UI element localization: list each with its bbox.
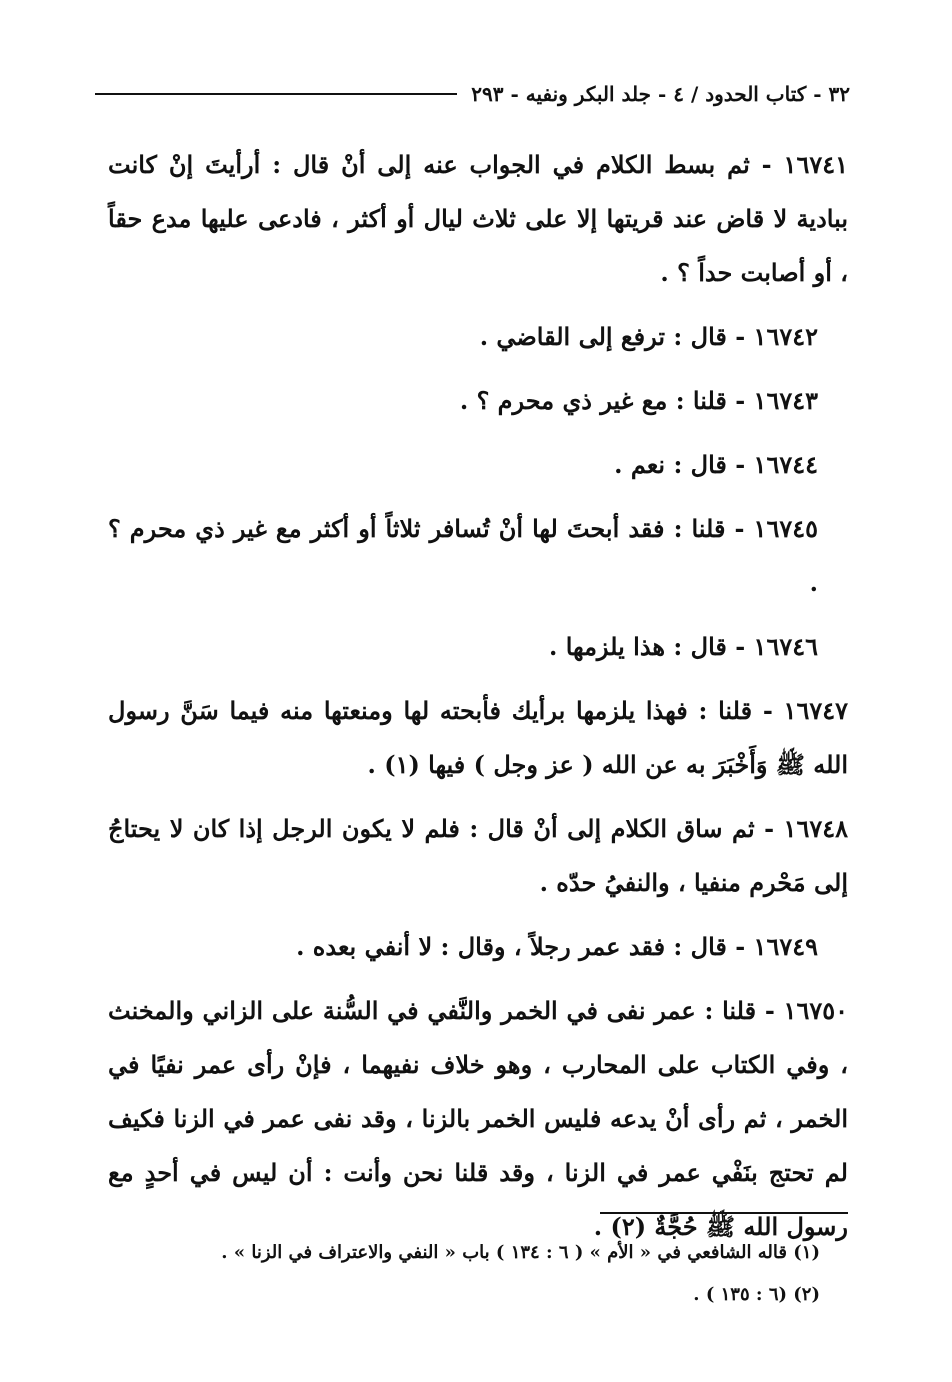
paragraph-16742: ١٦٧٤٢ - قال : ترفع إلى القاضي . (479, 322, 818, 351)
footnote-2: (٢) (٦ : ١٣٥ ) . (693, 1284, 820, 1305)
footnotes (180, 1232, 820, 1316)
paragraph-16750: ١٦٧٥٠ - قلنا : عمر نفى في الخمر والنَّفي في السُّنة على الزاني والمخنث ، وفي الكتاب على المحارب ، وهو خلاف نفيهما ، فإنْ رأى عمر نفيًا في الخمر ، ثم رأى أنْ يدعه فليس الخمر بالزنا ، وقد نفى عمر في الزنا فكيف لم تحتج بنَفْي عمر في الزنا ، وقد قلنا نحن وأنت : أن ليس في أحدٍ مع رسول الله ﷺ حُجَّةٌ (٢) . (108, 996, 848, 1241)
paragraph-16748: ١٦٧٤٨ - ثم ساق الكلام إلى أنْ قال : فلم لا يكون الرجل إذا كان لا يحتاجُ إلى مَحْرم منفيا ، والنفيُ حدّه . (108, 814, 848, 897)
main-text (108, 138, 848, 1264)
paragraph-16749: ١٦٧٤٩ - قال : فقد عمر رجلاً ، وقال : لا أنفي بعده . (296, 932, 818, 961)
paragraph-16747: ١٦٧٤٧ - قلنا : فهذا يلزمها برأيك فأبحته لها ومنعتها منه فيما سَنَّ رسول الله ﷺ وَأَخْبَرَ به عن الله ( عز وجل ) فيها (١) . (108, 696, 848, 779)
page-header (95, 82, 850, 106)
paragraph-16744: ١٦٧٤٤ - قال : نعم . (614, 450, 818, 479)
running-title: ٣٢ - كتاب الحدود / ٤ - جلد البكر ونفيه - ٢٩٣ (471, 82, 850, 106)
footnote-separator (600, 1212, 848, 1214)
footnote-1: (١) قاله الشافعي في « الأم » ( ٦ : ١٣٤ ) باب « النفي والاعتراف في الزنا » . (221, 1242, 820, 1263)
header-rule (95, 93, 457, 95)
paragraph-16746: ١٦٧٤٦ - قال : هذا يلزمها . (548, 632, 818, 661)
paragraph-16741: ١٦٧٤١ - ثم بسط الكلام في الجواب عنه إلى أنْ قال : أرأيتَ إنْ كانت ببادية لا قاض عند قريتها إلا على ثلاث ليال أو أكثر ، فادعى عليها مدع حقاً ، أو أصابت حداً ؟ . (108, 150, 848, 287)
paragraph-16743: ١٦٧٤٣ - قلنا : مع غير ذي محرم ؟ . (459, 386, 818, 415)
paragraph-16745: ١٦٧٤٥ - قلنا : فقد أبحتَ لها أنْ تُسافر ثلاثاً أو أكثر مع غير ذي محرم ؟ . (108, 514, 818, 597)
